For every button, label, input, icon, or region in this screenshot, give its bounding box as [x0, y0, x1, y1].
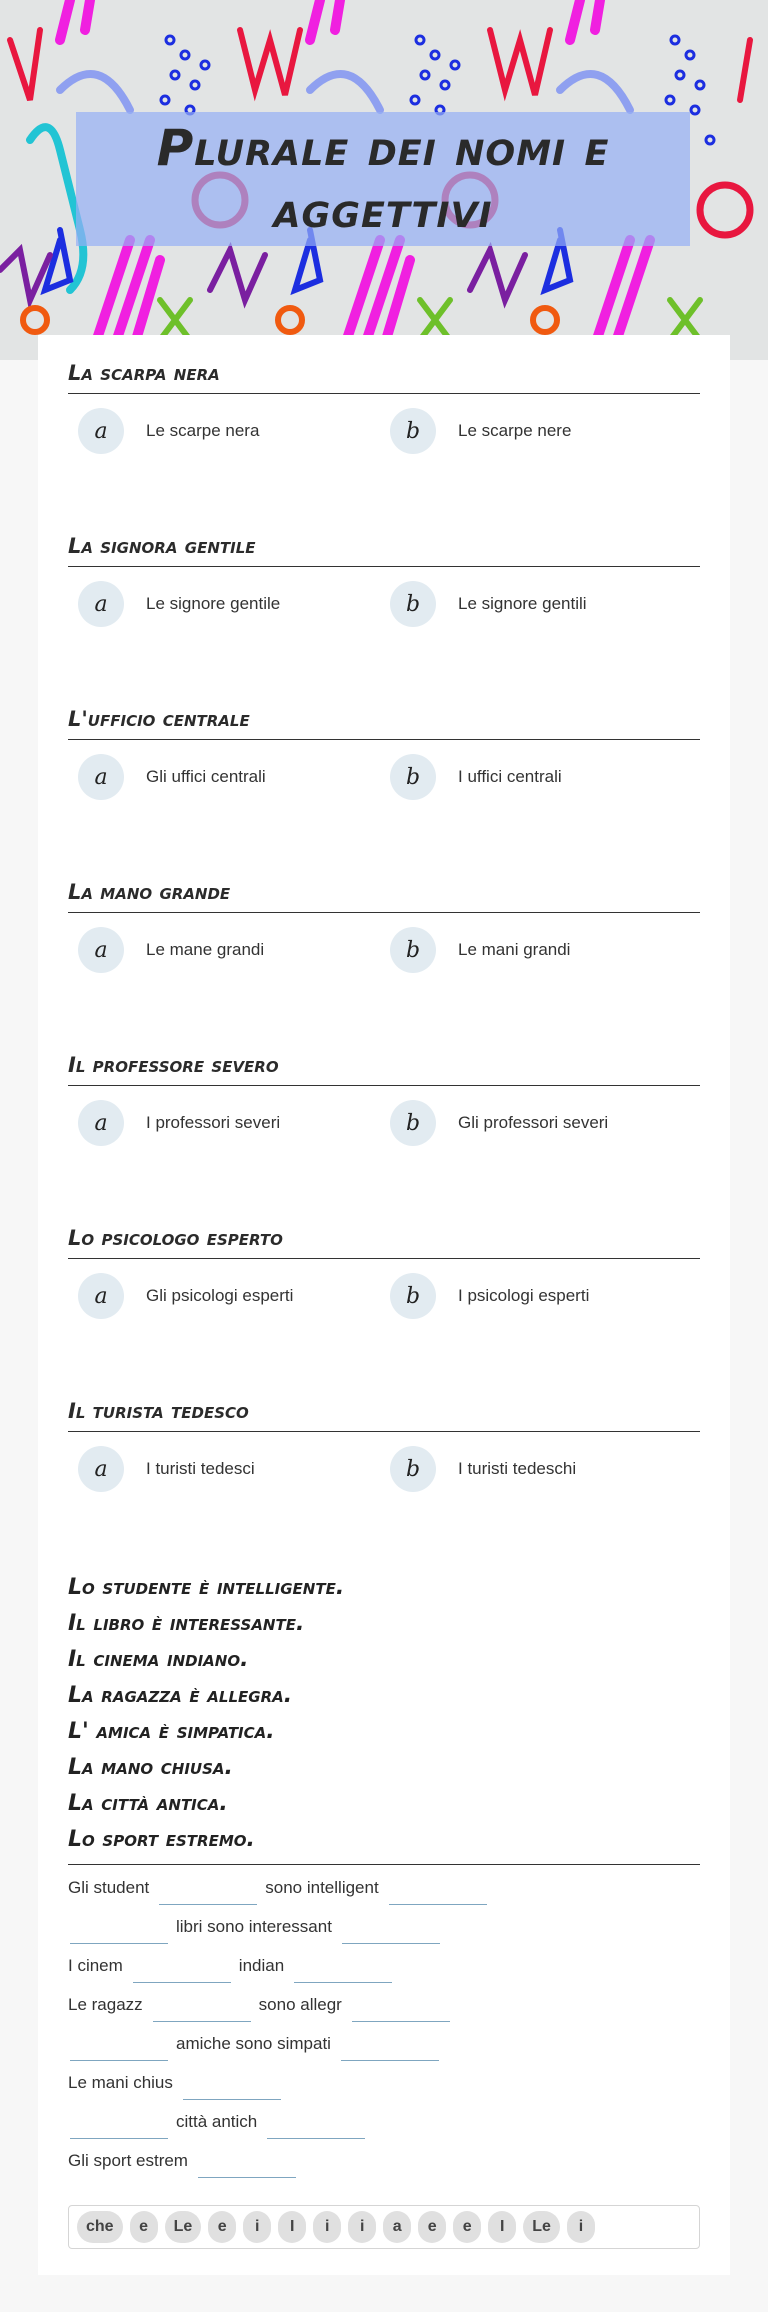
option-b[interactable] — [390, 927, 570, 973]
option-text: I professori severi — [146, 1113, 281, 1132]
option-a[interactable] — [78, 408, 259, 454]
fill-in-exercise — [68, 1875, 708, 2187]
word-chip[interactable]: Le — [523, 2211, 560, 2243]
fill-row — [68, 1914, 708, 1953]
option-text: Gli uffici centrali — [146, 767, 266, 786]
blank-drop-zone[interactable] — [133, 1953, 231, 1983]
fill-row — [68, 2070, 708, 2109]
blank-drop-zone[interactable] — [267, 2109, 365, 2139]
worksheet-card — [38, 335, 730, 2275]
question — [68, 1226, 700, 1329]
option-text: Le mani grandi — [458, 940, 571, 959]
blank-drop-zone[interactable] — [352, 1992, 450, 2022]
page-title: Plurale dei nomi e aggettivi — [156, 119, 610, 239]
option-letter-b: b — [390, 1446, 436, 1492]
option-letter-b: b — [390, 927, 436, 973]
option-text: Gli psicologi esperti — [146, 1286, 294, 1305]
word-chip[interactable]: i — [348, 2211, 376, 2243]
blank-drop-zone[interactable] — [294, 1953, 392, 1983]
word-chip[interactable]: I — [488, 2211, 516, 2243]
sentence: Il cinema indiano. — [68, 1647, 249, 1672]
question-prompt: La signora gentile — [68, 534, 700, 567]
option-text: Le signore gentili — [458, 594, 587, 613]
question — [68, 1053, 700, 1156]
fill-text: Gli sport estrem — [68, 2151, 188, 2170]
option-text: I turisti tedeschi — [458, 1459, 577, 1478]
fill-row — [68, 1875, 708, 1914]
question — [68, 880, 700, 983]
question — [68, 1399, 700, 1502]
option-letter-b: b — [390, 581, 436, 627]
option-b[interactable] — [390, 1100, 608, 1146]
word-chip[interactable]: i — [313, 2211, 341, 2243]
option-b[interactable] — [390, 1273, 589, 1319]
sentence: La ragazza è allegra. — [68, 1683, 293, 1708]
option-a[interactable] — [78, 1446, 255, 1492]
word-chip[interactable]: e — [208, 2211, 236, 2243]
option-b[interactable] — [390, 754, 562, 800]
blank-drop-zone[interactable] — [70, 1914, 168, 1944]
blank-drop-zone[interactable] — [159, 1875, 257, 1905]
option-text: I turisti tedesci — [146, 1459, 255, 1478]
question-prompt: Lo psicologo esperto — [68, 1226, 700, 1259]
blank-drop-zone[interactable] — [342, 1914, 440, 1944]
blank-drop-zone[interactable] — [198, 2148, 296, 2178]
question-prompt: L'ufficio centrale — [68, 707, 700, 740]
option-letter-a: a — [78, 408, 124, 454]
word-chip[interactable]: I — [278, 2211, 306, 2243]
sentence: Il libro è interessante. — [68, 1611, 305, 1636]
fill-row — [68, 2031, 708, 2070]
blank-drop-zone[interactable] — [153, 1992, 251, 2022]
sentence: L' amica è simpatica. — [68, 1719, 275, 1744]
sentence: La mano chiusa. — [68, 1755, 233, 1780]
fill-text: Gli student — [68, 1878, 150, 1897]
option-text: Le mane grandi — [146, 940, 265, 959]
option-letter-a: a — [78, 754, 124, 800]
blank-drop-zone[interactable] — [389, 1875, 487, 1905]
option-letter-b: b — [390, 1273, 436, 1319]
option-a[interactable] — [78, 581, 280, 627]
option-b[interactable] — [390, 408, 571, 454]
fill-row — [68, 2148, 708, 2187]
fill-text: I cinem — [68, 1956, 123, 1975]
question-prompt: Il professore severo — [68, 1053, 700, 1086]
blank-drop-zone[interactable] — [341, 2031, 439, 2061]
question-prompt: Il turista tedesco — [68, 1399, 700, 1432]
fill-text: sono intelligent — [265, 1878, 379, 1897]
option-a[interactable] — [78, 754, 266, 800]
option-text: I uffici centrali — [458, 767, 562, 786]
option-a[interactable] — [78, 1273, 293, 1319]
word-chip[interactable]: Le — [165, 2211, 202, 2243]
option-text: Le signore gentile — [146, 594, 281, 613]
sentence: Lo studente è intelligente. — [68, 1575, 345, 1600]
sentence-list — [68, 1570, 700, 1865]
word-chip[interactable]: che — [77, 2211, 123, 2243]
word-chip[interactable]: e — [453, 2211, 481, 2243]
fill-row — [68, 1953, 708, 1992]
question — [68, 361, 700, 464]
blank-drop-zone[interactable] — [70, 2031, 168, 2061]
fill-text: amiche sono simpati — [176, 2034, 331, 2053]
word-chip[interactable]: e — [418, 2211, 446, 2243]
fill-text: città antich — [176, 2112, 258, 2131]
option-b[interactable] — [390, 581, 587, 627]
sentence: Lo sport estremo. — [68, 1827, 255, 1852]
word-bank — [68, 2205, 700, 2249]
blank-drop-zone[interactable] — [183, 2070, 281, 2100]
option-letter-a: a — [78, 1446, 124, 1492]
fill-text: Le mani chius — [68, 2073, 173, 2092]
question — [68, 707, 700, 810]
option-text: Gli professori severi — [458, 1113, 609, 1132]
title-box — [76, 112, 690, 246]
option-a[interactable] — [78, 1100, 280, 1146]
fill-text: sono allegr — [258, 1995, 342, 2014]
question-prompt: La scarpa nera — [68, 361, 700, 394]
sentence: La città antica. — [68, 1791, 228, 1816]
option-letter-a: a — [78, 581, 124, 627]
fill-row — [68, 1992, 708, 2031]
option-b[interactable] — [390, 1446, 576, 1492]
option-letter-b: b — [390, 754, 436, 800]
question-prompt: La mano grande — [68, 880, 700, 913]
word-chip[interactable]: e — [130, 2211, 158, 2243]
question — [68, 534, 700, 637]
header-banner — [0, 0, 768, 360]
fill-text: libri sono interessant — [176, 1917, 332, 1936]
option-text: Le scarpe nere — [458, 421, 572, 440]
option-letter-a: a — [78, 927, 124, 973]
option-text: Le scarpe nera — [146, 421, 260, 440]
option-letter-b: b — [390, 408, 436, 454]
option-letter-a: a — [78, 1100, 124, 1146]
fill-text: Le ragazz — [68, 1995, 143, 2014]
blank-drop-zone[interactable] — [70, 2109, 168, 2139]
option-a[interactable] — [78, 927, 264, 973]
option-letter-b: b — [390, 1100, 436, 1146]
word-chip[interactable]: a — [383, 2211, 411, 2243]
fill-text: indian — [238, 1956, 285, 1975]
option-letter-a: a — [78, 1273, 124, 1319]
word-chip[interactable]: i — [243, 2211, 271, 2243]
word-chip[interactable]: i — [567, 2211, 595, 2243]
option-text: I psicologi esperti — [458, 1286, 590, 1305]
fill-row — [68, 2109, 708, 2148]
